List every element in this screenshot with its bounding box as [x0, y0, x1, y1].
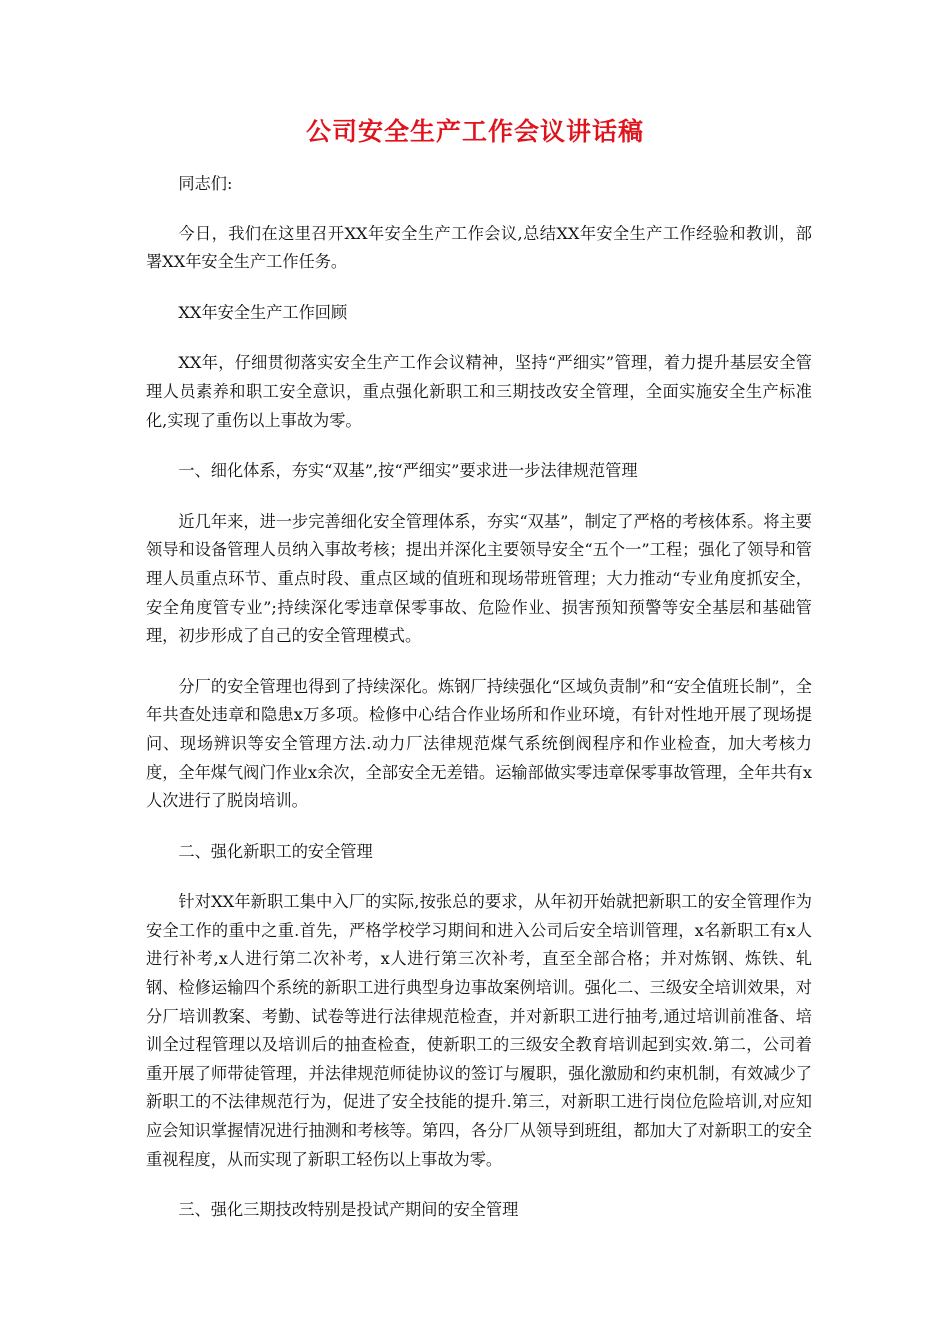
document-body — [146, 170, 812, 1247]
paragraph-review-summary: XX年，仔细贯彻落实安全生产工作会议精神，坚持“严细实”管理，着力提升基层安全管理人员素养和职工安全意识，重点强化新职工和三期技改安全管理，全面实施安全生产标准化,实现了重伤以上事故为零。 — [146, 353, 812, 430]
paragraph-opening: 今日，我们在这里召开XX年安全生产工作会议,总结XX年安全生产工作经验和教训，部署XX年安全生产工作任务。 — [146, 223, 812, 272]
section-heading-review: XX年安全生产工作回顾 — [178, 302, 348, 322]
document-title: 公司安全生产工作会议讲话稿 — [305, 117, 644, 146]
section-heading-one: 一、细化体系，夯实“双基”,按“严细实”要求进一步法律规范管理 — [178, 461, 638, 481]
section-heading-two: 二、强化新职工的安全管理 — [178, 841, 373, 861]
paragraph-system-refinement: 近几年来，进一步完善细化安全管理体系，夯实“双基”，制定了严格的考核体系。将主要领导和设备管理人员纳入事故考核；提出并深化主要领导安全“五个一”工程；强化了领导和管理人员重点环节、重点时段、重点区域的值班和现场带班管理；大力推动“专业角度抓安全，安全角度管专业”;持续深化零违章保零事故、危险作业、损害预知预警等安全基层和基础管理，初步形成了自己的安全管理模式。 — [146, 511, 812, 646]
paragraph-new-employees: 针对XX年新职工集中入厂的实际,按张总的要求，从年初开始就把新职工的安全管理作为安全工作的重中之重.首先，严格学校学习期间和进入公司后安全培训管理，x名新职工有x人进行补考,x人进行第二次补考，x人进行第三次补考，直至全部合格；并对炼钢、炼铁、轧钢、检修运输四个系统的新职工进行典型身边事故案例培训。强化二、三级安全培训效果，对分厂培训教案、考勤、试卷等进行法律规范检查，并对新职工进行抽考,通过培训前准备、培训全过程管理以及培训后的抽查检查，使新职工的三级安全教育培训起到实效.第二，公司着重开展了师带徒管理，并法律规范师徒协议的签订与履职，强化激励和约束机制，有效减少了新职工的不法律规范行为，促进了安全技能的提升.第三，对新职工进行岗位危险培训,对应知应会知识掌握情况进行抽测和考核等。第四，各分厂从领导到班组，都加大了对新职工的安全重视程度，从而实现了新职工轻伤以上事故为零。 — [146, 892, 812, 1169]
section-heading-three: 三、强化三期技改特别是投试产期间的安全管理 — [178, 1200, 519, 1220]
salutation: 同志们: — [178, 174, 233, 193]
paragraph-branch-factories: 分厂的安全管理也得到了持续深化。炼钢厂持续强化“区域负责制”和“安全值班长制”，全年共查处违章和隐患x万多项。检修中心结合作业场所和作业环境，有针对性地开展了现场提问、现场辨识等安全管理方法.动力厂法律规范煤气系统倒阀程序和作业检查，加大考核力度，全年煤气阀门作业x余次，全部安全无差错。运输部做实零违章保零事故管理，全年共有x人次进行了脱岗培训。 — [146, 676, 812, 811]
